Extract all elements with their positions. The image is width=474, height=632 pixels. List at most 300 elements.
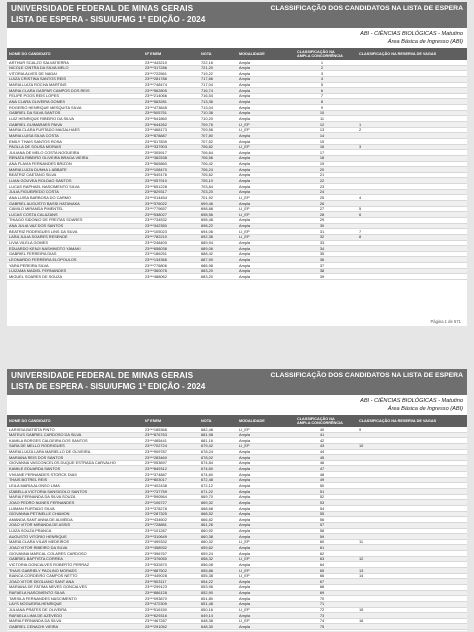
cell-nota: 655,86	[201, 567, 213, 573]
cell-nota: 716,54	[201, 93, 213, 99]
cell-nota: 721,20	[201, 65, 213, 71]
cell-modalidade: Ampla	[239, 494, 251, 500]
cell-ampla: 53	[319, 499, 325, 505]
classification-title: CLASSIFICAÇÃO DOS CANDIDATOS NA LISTA DE ESPERA	[270, 5, 463, 12]
cell-name: RAFAELA NASCIMENTO SILVA	[9, 590, 65, 596]
cell-name: TARSILA FERNANDES NASCIMENTO	[9, 595, 77, 601]
cell-name: BEATRIZ RODRIGUES LINS DA SILVA	[9, 228, 78, 234]
cell-name: EDUARDO KENJI NASHIMOTO YAMAKI	[9, 245, 81, 251]
cell-name: NICOLE CINTRA DA SILVA MELO	[9, 65, 69, 71]
cell-enem: 23***374887	[145, 471, 167, 477]
cell-enem: 23***737759	[145, 488, 167, 494]
cell-enem: 23***434602	[145, 516, 167, 522]
cell-reserva: 5	[359, 206, 362, 212]
cell-nota: 713,04	[201, 104, 213, 110]
cell-nota: 660,92	[201, 528, 213, 534]
cell-modalidade: LI_EP	[239, 194, 250, 200]
cell-enem: 23***214066	[145, 93, 167, 99]
cell-modalidade: Ampla	[239, 460, 251, 466]
page-header-band	[7, 369, 467, 395]
cell-ampla: 43	[319, 443, 325, 449]
cell-nota: 707,80	[201, 132, 213, 138]
cell-nota: 674,60	[201, 471, 213, 477]
cell-modalidade: Ampla	[239, 245, 251, 251]
cell-name: FELIPE POOS REIS LOPES	[9, 93, 59, 99]
cell-nota: 668,52	[201, 511, 213, 517]
cell-name: YARA PEREIRA SILVA	[9, 262, 49, 268]
cell-enem: 23***449028	[145, 573, 167, 579]
col-header-enem: Nº ENEM	[145, 51, 162, 56]
cell-name: MARIA LUIZA DUNHA L ABBATE	[9, 166, 67, 172]
cell-ampla: 67	[319, 578, 325, 584]
cell-reserva: 4	[359, 194, 362, 200]
cell-reserva: 3	[359, 144, 362, 150]
cell-name: CAMILO MIRANDA PIMENTEL	[9, 206, 64, 212]
cell-modalidade: Ampla	[239, 115, 251, 121]
cell-name: LUIMAN FURTADO SILVA	[9, 505, 55, 511]
cell-enem: 23***014454	[145, 194, 167, 200]
cell-name: MIGUEL SOARES DE SOUZA	[9, 273, 63, 279]
cell-modalidade: Ampla	[239, 189, 251, 195]
cell-modalidade: Ampla	[239, 240, 251, 246]
cell-modalidade: Ampla	[239, 544, 251, 550]
course-info	[7, 28, 467, 48]
cell-modalidade: Ampla	[239, 93, 251, 99]
cell-reserva: 2	[359, 127, 362, 133]
cell-enem: 23***728881	[145, 522, 167, 528]
cell-modalidade: Ampla	[239, 155, 251, 161]
cell-name: RAFAELA LIMA DE AZEVEDO	[9, 612, 63, 618]
cell-ampla: 9	[320, 104, 324, 110]
cell-name: MARIA CLARA GASPAR CAMPOS DOS REIS	[9, 87, 90, 93]
cell-modalidade: Ampla	[239, 550, 251, 556]
cell-enem: 23***658036	[145, 245, 167, 251]
cell-enem: 23***317286	[145, 65, 167, 71]
cell-name: JULIANA DE MELO COSTA NOGUEIRA	[9, 149, 80, 155]
cell-nota: 705,10	[201, 177, 213, 183]
cell-ampla: 45	[319, 454, 325, 460]
cell-name: LUIZA SOUZA PRANCA	[9, 528, 52, 534]
cell-modalidade: LI_EP	[239, 556, 250, 562]
cell-nota: 716,74	[201, 87, 213, 93]
cell-modalidade: Ampla	[239, 110, 251, 116]
cell-nota: 722,16	[201, 59, 213, 65]
cell-nota: 706,64	[201, 149, 213, 155]
cell-nota: 660,32	[201, 539, 213, 545]
cell-name: THAIS BOTREL REIS	[9, 477, 48, 483]
cell-nota: 706,24	[201, 166, 213, 172]
cell-ampla: 29	[319, 217, 325, 223]
cell-ampla: 20	[319, 166, 325, 172]
cell-ampla: 6	[320, 87, 324, 93]
cell-enem: 23***516150	[145, 607, 167, 613]
cell-nota: 707,52	[201, 138, 213, 144]
cell-enem: 23***283460	[145, 454, 167, 460]
cell-ampla: 33	[319, 240, 325, 246]
cell-modalidade: Ampla	[239, 132, 251, 138]
cell-ampla: 4	[320, 76, 324, 82]
cell-enem: 23***108470	[145, 166, 167, 172]
table-row	[7, 274, 467, 280]
cell-enem: 23***909787	[145, 449, 167, 455]
cell-name: BIANCA CORDEIRO CAMPOS NETTO	[9, 573, 78, 579]
cell-ampla: 38	[319, 268, 325, 274]
col-header-enem: Nº ENEM	[145, 418, 162, 423]
cell-nota: 669,70	[201, 494, 213, 500]
cell-ampla: 57	[319, 522, 325, 528]
col-header-nota: NOTA	[201, 418, 212, 423]
cell-name: IZABELLA VICTORIA SANSIGOLO SANTOS	[9, 488, 88, 494]
cell-name: THIAGO SIDONIO DE FREITAS SOARES	[9, 217, 83, 223]
cell-modalidade: Ampla	[239, 183, 251, 189]
cell-modalidade: Ampla	[239, 449, 251, 455]
cell-nota: 651,48	[201, 601, 213, 607]
cell-nota: 717,66	[201, 76, 213, 82]
cell-ampla: 26	[319, 200, 325, 206]
cell-modalidade: Ampla	[239, 76, 251, 82]
cell-name: KAMILE EDUARDA SANTOS	[9, 466, 61, 472]
cell-nota: 713,36	[201, 99, 213, 105]
cell-reserva: 13	[359, 567, 364, 573]
cell-name: LAYS NOGUEIRA HENRIQUE	[9, 601, 62, 607]
cell-modalidade: Ampla	[239, 578, 251, 584]
cell-name: JULIA FIGUEIREDO COSTA	[9, 189, 59, 195]
cell-modalidade: Ampla	[239, 533, 251, 539]
cell-ampla: 13	[319, 127, 325, 133]
cell-modalidade: LI_EP	[239, 426, 250, 432]
cell-enem: 23***287325	[145, 511, 167, 517]
cell-modalidade: Ampla	[239, 612, 251, 618]
cell-enem: 23***503117	[145, 578, 167, 584]
cell-reserva: 10	[359, 443, 364, 449]
cell-name: MARIA FERNANDA DA SILVA SOUZA	[9, 494, 76, 500]
cell-nota: 705,62	[201, 172, 213, 178]
cell-name: LEILA MARIA ALONSO LIMA	[9, 482, 60, 488]
cell-ampla: 42	[319, 437, 325, 443]
course-area: Área Básica de Ingresso (ABI)	[387, 39, 463, 45]
cell-nota: 688,42	[201, 251, 213, 257]
cell-ampla: 17	[319, 149, 325, 155]
cell-modalidade: Ampla	[239, 601, 251, 607]
cell-enem: 23***134366	[145, 256, 167, 262]
cell-name: AMANDA SANT ANNA DE ALMEIDA	[9, 516, 73, 522]
cell-enem: 23***583281	[145, 99, 167, 105]
cell-modalidade: Ampla	[239, 505, 251, 511]
cell-nota: 706,42	[201, 161, 213, 167]
cell-nota: 686,98	[201, 262, 213, 268]
cell-name: GIOVANNA MARCAL COLARES CARDOSO	[9, 550, 87, 556]
cell-enem: 23***849312	[145, 466, 167, 472]
cell-name: LARA JULIA SOARES RESENDE	[9, 234, 68, 240]
cell-modalidade: Ampla	[239, 70, 251, 76]
cell-reserva: 8	[359, 234, 362, 240]
cell-nota: 649,14	[201, 612, 213, 618]
cell-ampla: 68	[319, 584, 325, 590]
cell-modalidade: Ampla	[239, 149, 251, 155]
cell-nota: 710,38	[201, 110, 213, 116]
cell-name: JOAO VITOR DEOLIANO SANT ANA	[9, 578, 74, 584]
cell-name: ANA LUISA BARBOSA DO CARMO	[9, 194, 72, 200]
col-header-ampla: CLASSIFICAÇÃO NA AMPLA CONCORRÊNCIA	[297, 416, 343, 425]
cell-enem: 23***291052	[145, 623, 167, 629]
cell-name: LUIZ HENRIQUE RIBEIRO DA SILVA	[9, 115, 74, 121]
cell-modalidade: Ampla	[239, 590, 251, 596]
cell-enem: 23***468173	[145, 127, 167, 133]
cell-modalidade: Ampla	[239, 466, 251, 472]
cell-enem: 23***517839	[145, 138, 167, 144]
cell-nota: 709,76	[201, 121, 213, 127]
cell-ampla: 3	[320, 70, 324, 76]
cell-enem: 23***467287	[145, 618, 167, 624]
cell-nota: 678,24	[201, 449, 213, 455]
cell-enem: 23***565860	[145, 161, 167, 167]
cell-ampla: 35	[319, 251, 325, 257]
cell-enem: 23***185368	[145, 426, 167, 432]
cell-name: ANA JULIA VAZ DOS SANTOS	[9, 223, 64, 229]
cell-ampla: 37	[319, 262, 325, 268]
cell-name: GABRIEL AUGUSTO BASSI HATANAKA	[9, 200, 80, 206]
cell-nota: 682,48	[201, 426, 213, 432]
cell-name: AUGUSTO VITORIO HENRIQUE	[9, 533, 67, 539]
cell-nota: 658,32	[201, 556, 213, 562]
cell-name: LEONARDO FERREIRA ELOPOULOS	[9, 256, 77, 262]
cell-modalidade: Ampla	[239, 177, 251, 183]
page-header-band	[7, 2, 467, 28]
cell-modalidade: Ampla	[239, 200, 251, 206]
cell-enem: 23***776806	[145, 262, 167, 268]
cell-modalidade: Ampla	[239, 99, 251, 105]
cell-name: MARIA LUISA SILVA COSTA	[9, 132, 59, 138]
cell-enem: 23***473845	[145, 104, 167, 110]
cell-ampla: 72	[319, 607, 325, 613]
cell-ampla: 71	[319, 601, 325, 607]
list-title: LISTA DE ESPERA - SISU/UFMG 1ª EDIÇÃO - 2024	[11, 382, 206, 391]
cell-name: SARA DE MELLO RODRIGUES	[9, 443, 65, 449]
cell-ampla: 16	[319, 144, 325, 150]
cell-modalidade: LI_EP	[239, 539, 250, 545]
cell-modalidade: Ampla	[239, 437, 251, 443]
cell-reserva: 11	[359, 539, 364, 545]
cell-ampla: 75	[319, 623, 325, 629]
cell-modalidade: LI_EP	[239, 121, 250, 127]
cell-enem: 23***105023	[145, 228, 167, 234]
cell-ampla: 55	[319, 511, 325, 517]
cell-enem: 23***549176	[145, 172, 167, 178]
cell-name: ANA FLAVIA FERNANDES BRIZON	[9, 161, 72, 167]
cell-nota: 706,56	[201, 155, 213, 161]
cell-name: MARIA CLARA FURTADO MAGALHAES	[9, 127, 80, 133]
cell-nota: 659,62	[201, 544, 213, 550]
cell-ampla: 18	[319, 155, 325, 161]
cell-ampla: 32	[319, 234, 325, 240]
cell-nota: 659,24	[201, 550, 213, 556]
cell-enem: 23***779657	[145, 206, 167, 212]
table-row	[7, 624, 467, 630]
cell-modalidade: LI_EP	[239, 573, 250, 579]
cell-enem: 23***722561	[145, 70, 167, 76]
course-info	[7, 395, 467, 415]
cell-name: MARIANA REIS DOS SANTOS	[9, 454, 64, 460]
cell-name: LUAN GOUVEA ROLDAO SANTOS	[9, 177, 72, 183]
cell-enem: 23***053697	[145, 460, 167, 466]
cell-nota: 701,92	[201, 194, 213, 200]
cell-enem: 23***305917	[145, 149, 167, 155]
cell-ampla: 21	[319, 172, 325, 178]
course-name: ABI - CIÊNCIAS BIOLÓGICAS - Matutino	[360, 31, 463, 37]
cell-enem: 23***651228	[145, 183, 167, 189]
cell-nota: 692,36	[201, 234, 213, 240]
cell-modalidade: Ampla	[239, 138, 251, 144]
cell-ampla: 36	[319, 256, 325, 262]
col-header-ampla: CLASSIFICAÇÃO NA AMPLA CONCORRÊNCIA	[297, 49, 343, 58]
cell-modalidade: Ampla	[239, 482, 251, 488]
cell-enem: 23***443210	[145, 59, 167, 65]
cell-name: THAIS GABRIELY PAOLINO MORAES	[9, 567, 77, 573]
cell-enem: 23***376050	[145, 556, 167, 562]
table-header	[7, 415, 467, 427]
cell-ampla: 11	[319, 115, 325, 121]
cell-modalidade: LI_EP	[239, 443, 250, 449]
col-header-reserva: CLASSIFICAÇÃO NA RESERVA DE VAGAS	[359, 418, 437, 423]
cell-enem: 23***485441	[145, 437, 167, 443]
cell-modalidade: Ampla	[239, 454, 251, 460]
cell-modalidade: Ampla	[239, 273, 251, 279]
cell-ampla: 74	[319, 618, 325, 624]
cell-name: GABRIEL DA SILVA SANTOS	[9, 110, 61, 116]
cell-nota: 674,84	[201, 460, 213, 466]
cell-nota: 648,30	[201, 623, 213, 629]
cell-enem: 23***458932	[145, 544, 167, 550]
cell-name: GABRIEL GUIMARAES PAIVA	[9, 121, 63, 127]
cell-name: RENATA RIBEIRO OLIVEIRA BRAGA VIEIRA	[9, 155, 89, 161]
cell-enem: 23***538027	[145, 211, 167, 217]
cell-nota: 678,02	[201, 454, 213, 460]
cell-ampla: 23	[319, 183, 325, 189]
cell-enem: 23***629316	[145, 612, 167, 618]
cell-modalidade: Ampla	[239, 511, 251, 517]
cell-ampla: 22	[319, 177, 325, 183]
cell-modalidade: Ampla	[239, 528, 251, 534]
cell-modalidade: Ampla	[239, 268, 251, 274]
cell-ampla: 12	[319, 121, 325, 127]
cell-enem: 23***342350	[145, 223, 167, 229]
cell-enem: 23***829317	[145, 189, 167, 195]
cell-name: PAOLLA DE SOUSA MORAIS	[9, 144, 62, 150]
cell-enem: 23***505751	[145, 110, 167, 116]
cell-nota: 698,88	[201, 206, 213, 212]
cell-reserva: 14	[359, 573, 364, 579]
cell-modalidade: Ampla	[239, 217, 251, 223]
cell-enem: 23***360076	[145, 268, 167, 274]
cell-modalidade: Ampla	[239, 561, 251, 567]
cell-name: GIOVANNA PETINELLE CHAMON	[9, 511, 70, 517]
cell-modalidade: LI_EP	[239, 144, 250, 150]
cell-ampla: 48	[319, 471, 325, 477]
cell-enem: 23***748474	[145, 82, 167, 88]
cell-enem: 23***186251	[145, 251, 167, 257]
cell-ampla: 59	[319, 533, 325, 539]
cell-ampla: 60	[319, 539, 325, 545]
cell-nota: 669,32	[201, 499, 213, 505]
cell-nota: 656,08	[201, 561, 213, 567]
cell-enem: 23***093870	[145, 595, 167, 601]
cell-name: JOAO PEDRO NUNES FERNANDES	[9, 499, 75, 505]
cell-enem: 23***337903	[145, 144, 167, 150]
cell-modalidade: Ampla	[239, 161, 251, 167]
cell-ampla: 19	[319, 161, 325, 167]
cell-modalidade: Ampla	[239, 477, 251, 483]
cell-enem: 23***590564	[145, 494, 167, 500]
cell-nota: 683,20	[201, 273, 213, 279]
cell-modalidade: Ampla	[239, 256, 251, 262]
cell-name: KAMILA BORGES CALDEIRA DOS SANTOS	[9, 437, 88, 443]
cell-nota: 683,20	[201, 268, 213, 274]
cell-name: GABRIEL CENACHI VIEIRA	[9, 623, 59, 629]
col-header-name: NOME DO CANDIDATO	[9, 51, 51, 56]
cell-nota: 654,22	[201, 578, 213, 584]
cell-ampla: 27	[319, 206, 325, 212]
cell-nota: 648,38	[201, 618, 213, 624]
course-area: Área Básica de Ingresso (ABI)	[387, 406, 463, 412]
cell-nota: 698,56	[201, 211, 213, 217]
cell-ampla: 69	[319, 590, 325, 596]
cell-name: BEATRIZ CAETANO SILVA	[9, 172, 57, 178]
cell-nota: 660,38	[201, 533, 213, 539]
cell-enem: 23***488062	[145, 273, 167, 279]
cell-ampla: 1	[320, 59, 324, 65]
cell-ampla: 7	[320, 93, 324, 99]
list-title: LISTA DE ESPERA - SISU/UFMG 1ª EDIÇÃO - 2024	[11, 15, 206, 24]
candidate-table-body	[7, 60, 467, 280]
cell-name: LUIZA CRISTINA SANTOS REIS	[9, 76, 67, 82]
cell-enem: 23***499332	[145, 539, 167, 545]
cell-name: VIVIANE FERNANDES STORCK DIAS	[9, 471, 77, 477]
cell-modalidade: LI_EP	[239, 567, 250, 573]
cell-ampla: 70	[319, 595, 325, 601]
cell-nota: 671,22	[201, 488, 213, 494]
cell-nota: 709,56	[201, 127, 213, 133]
cell-name: JULIANA PRATES DE OLIVEIRA	[9, 607, 67, 613]
cell-name: LARISSA BATISTA PINTO	[9, 426, 55, 432]
cell-enem: 23***101287	[145, 528, 167, 534]
cell-nota: 666,82	[201, 516, 213, 522]
course-name: ABI - CIÊNCIAS BIOLÓGICAS - Matutino	[360, 398, 463, 404]
cell-modalidade: Ampla	[239, 623, 251, 629]
cell-modalidade: Ampla	[239, 223, 251, 229]
cell-name: LUIZAMA MADIEL FERNANDES	[9, 268, 67, 274]
cell-ampla: 63	[319, 556, 325, 562]
cell-name: JOAO VITOR RIBEIRO DA SILVA	[9, 544, 68, 550]
cell-ampla: 41	[319, 432, 325, 438]
cell-ampla: 10	[319, 110, 325, 116]
cell-nota: 717,04	[201, 82, 213, 88]
cell-name: LUCAS COSTA CALAZANS	[9, 211, 58, 217]
cell-enem: 23***644262	[145, 121, 167, 127]
document-page-1	[7, 2, 467, 326]
cell-nota: 652,90	[201, 590, 213, 596]
cell-ampla: 64	[319, 561, 325, 567]
cell-nota: 694,06	[201, 228, 213, 234]
cell-nota: 681,16	[201, 437, 213, 443]
cell-enem: 23***878887	[145, 132, 167, 138]
cell-enem: 23***376022	[145, 200, 167, 206]
cell-name: ROGERIO HENRIQUE MESQUITA SILVA	[9, 104, 82, 110]
col-header-reserva: CLASSIFICAÇÃO NA RESERVA DE VAGAS	[359, 51, 437, 56]
cell-ampla: 65	[319, 567, 325, 573]
cell-nota: 687,90	[201, 256, 213, 262]
cell-modalidade: LI_EP	[239, 228, 250, 234]
cell-name: VITORIA ALVES DE NADAI	[9, 70, 57, 76]
